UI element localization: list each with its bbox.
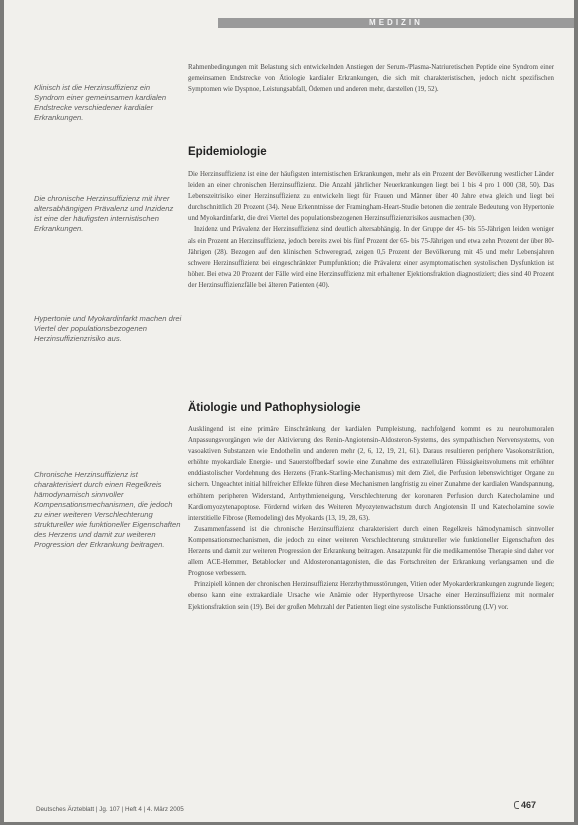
body-paragraph: Ausklingend ist eine primäre Einschränkung der kardialen Pumpleistung, nachfolgend kommt es zu neurohumoralen Anpassungsvorgängen wie der Aktivierung des Renin-Angiotensin-Aldosteron-Systems, des sympathischen Nervensystems, von vasoaktiven Substanzen wie Endothelin und anderen mehr (2, 6, 12, 19, 21, 61). Daraus resultieren periphere Vasokonstriktion, erhöhte myokardiale Energie- und Sauerstoffbedarf sowie eine Zunahme des extrazellulären Flüssigkeitsvolumens mit erhöhter enddiastolischer Vordehnung des Herzens (Frank-Starling-Mechanismus) mit dem Ziel, die Perfusion lebenswichtiger Organe zu sichern. Ungeachtet initial hilfreicher Effekte führen diese Mechanismen langfristig zu einer Zunahme der kardialen Wandspannung, erhöhtem peripheren Widerstand, Arrhythmieneigung, Verschlechterung der koronaren Perfusion durch Katecholamine und Kardiomyozytenapoptose. Fördernd wirken des Weiteren Myozytenwachstum durch Angiotensin II und Katecholamine sowie interstitielle Fibrose (Remodeling) des Myokards (13, 19, 28, 63). [188, 426, 554, 522]
body-paragraph: Prinzipiell können der chronischen Herzinsuffizienz Herzrhythmusstörungen, Vitien oder Myokarderkrankungen zugrunde liegen; ebenso kann eine extrakardiale Ursache wie Anämie oder Hyperthyreose Ursache einer Herzinsuffizienz mit normaler Ejektionsfraktion sein (19). Bei der großen Mehrzahl der Patienten liegt eine systolische Funktionsstörung (LV) vor. [188, 581, 554, 611]
epidemiologie-body [188, 169, 554, 379]
footer-date: 4. März 2005 [147, 806, 184, 813]
footer-issue: Heft 4 [125, 806, 142, 813]
footer-journal: Deutsches Ärzteblatt [36, 806, 95, 813]
page-footer: Deutsches Ärzteblatt | Jg. 107 | Heft 4 | 4. März 2005 [36, 806, 184, 813]
margin-note-2: Die chronische Herzinsuffizienz mit ihrer altersabhängigen Prävalenz und Inzidenz ist eine der häufigsten internistischen Erkrankungen. [34, 194, 174, 233]
page-number [514, 800, 536, 810]
body-paragraph: Die Herzinsuffizienz ist eine der häufigsten internistischen Erkrankungen, mehr als ein Prozent der Bevölkerung westlicher Länder leiden an einer chronischen Herzinsuffizienz. Die Anzahl jährlicher Neuerkrankungen liegt bei 1 bis 4 pro 1 000 (38, 50). Das Lebenszeitrisiko einer Herzinsuffizienz zu entwickeln liegt für Frauen und Männer über 40 Jahre etwa gleich und liegt bei durchschnittlich 20 Prozent (34). Neue Erkenntnisse der Framingham-Heart-Studie betonen die zentrale Bedeutung von Hypertonie und Myokardinfarkt, die drei Viertel des populationsbezogenen Herzinsuffizienzrisikos ausmachen (30). [188, 171, 554, 223]
page-marker-icon [514, 801, 519, 809]
footer-volume: Jg. 107 [99, 806, 120, 813]
aetiologie-body [188, 424, 554, 792]
margin-note-4: Chronische Herzinsuffizienz ist charakterisiert durch einen Regelkreis hämodynamisch sinnvoller Kompensationsmechanismen, die jedoch zu einer weiteren Verschlechterung struktureller wie funktioneller Eigenschaften des Herzens und damit zur weiteren Progression der Erkrankung beitragen. [34, 470, 181, 549]
intro-paragraph: Rahmenbedingungen mit Belastung sich entwickelnden Anstiegen der Serum-/Plasma-Natriuretischen Peptide eine Syndrom einer gemeinsamen Endstrecke von Ätiologie kardialer Erkrankungen, die sich mit charakteristischen, jedoch nicht spezifischen Symptomen wie Dyspnoe, Leistungsabfall, Ödemen und anderen mehr, darstellen (19, 52). [188, 64, 554, 94]
section-header-label: MEDIZIN [369, 18, 423, 27]
section-header-bar [218, 18, 574, 28]
margin-note-3: Hypertonie und Myokardinfarkt machen drei Viertel der populationsbezogenen Herzinsuffizienzrisiko aus. [34, 314, 182, 343]
journal-page [4, 0, 574, 822]
page-number-value: 467 [521, 800, 537, 810]
body-paragraph: Zusammenfassend ist die chronische Herzinsuffizienz charakterisiert durch einen Regelkreis hämodynamisch sinnvoller Kompensationsmechanismen, die jedoch zu einer weiteren Verschlechterung struktureller wie funktioneller Eigenschaften des Herzens und damit zur weiteren Progression der Erkrankung beitragen. Ansatzpunkt für die medikamentöse Therapie sind daher vor allem ACE-Hemmer, Betablocker und Aldosteronantagonisten, die das Fortschreiten der Erkrankung verlangsamen und die Prognose verbessern. [188, 525, 554, 578]
margin-note-1: Klinisch ist die Herzinsuffizienz ein Syndrom einer gemeinsamen kardialen Endstrecke verschiedener kardialer Erkrankungen. [34, 83, 167, 122]
section-heading-epidemiologie: Epidemiologie [188, 146, 267, 158]
body-paragraph: Inzidenz und Prävalenz der Herzinsuffizienz sind deutlich altersabhängig. In der Gruppe der 45- bis 55-Jährigen leiden weniger als ein Prozent an Herzinsuffizienz, jedoch bereits zwei bis fünf Prozent der 65- bis 75-Jährigen und etwa zehn Prozent der über 80-Jährigen (28). Bezogen auf den klinischen Schweregrad, zeigen 0,5 Prozent der Bevölkerung mit 45 und mehr Lebensjahren schwere Herzinsuffizienz bei eingeschränkter Pumpfunktion; die Prävalenz einer asymptomatischen systolischen Dysfunktion ist höher. Bei etwa 20 Prozent der Fälle wird eine Herzinsuffizienz mit erhaltener Ejektionsfraktion diagnostiziert; dies sind 40 Prozent der Herzinsuffizienzfälle bei älteren Patienten (40). [188, 226, 554, 289]
section-heading-aetiologie: Ätiologie und Pathophysiologie [188, 402, 361, 414]
intro-block [188, 62, 554, 122]
